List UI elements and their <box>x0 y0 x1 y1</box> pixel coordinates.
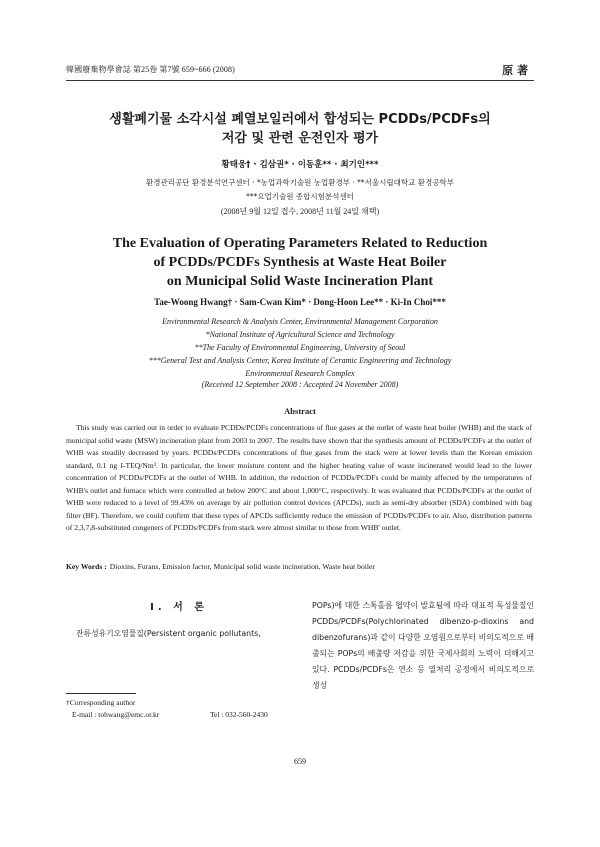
korean-affiliation-line: ***요업기술원 종합시험분석센터 <box>246 192 354 201</box>
abstract-text: This study was carried out in order to evaluate PCDDs/PCDFs concentrations of flue gases at the outlet of waste heat boiler (WHB) and the stack of municipal solid waste (MSW) incineration plant from 2003 to 2007. The results have shown that the synthesis amount of PCDDs/PCDFs at the outlet of WHB was steadily decreased by years. PCDDs/PCDFs concentrations of flue gases from the stack were at lower levels than the Korean emission standard, 0.1 ng I-TEQ/Nm³. In particular, the lower moisture content and the higher heating value of waste incinerated would lead to the lower concentration of PCDDs/PCDFs at the outlet of WHB. In addition, the reduction of PCDDs/PCDFs could be mainly affected by the temperatures of WHB's outlet and furnace which were controlled at below 200°C and about 1,000°C, respectively. It was evaluated that PCDDs/PCDFs at the outlet of WHB were reduced to a level of 99.43% on average by air pollution control devices (APCDs), such as semi-dry absorber (SDA) combined with bag filter (BF). Therefore, we could confirm that these types of APCDs sufficiently reduce the emission of PCDDs/PCDFs to air. Also, distribution patterns of 2,3,7,8-substituted congeners of PCDDs/PCDFs from stack were almost similar to those from WHB' outlet. <box>66 423 532 532</box>
right-column-paragraph: POPs)에 대한 스톡홀름 협약이 발효됨에 따라 대표적 독성물질인 PCDDs/PCDFs(Polychlorinated dibenzo-p-dioxins and dibenzofurans)과 같이 다양한 오염원으로부터 비의도적으로 배출되는 POPs의 배출량 저감을 위한 국제사회의 노력이 더해지고 있다. PCDDs/PCDFs은 연소 등 열처리 공정에서 비의도적으로 생성 <box>312 601 534 690</box>
abstract-heading: Abstract <box>284 406 316 416</box>
english-affiliation-line: **The Faculty of Environmental Engineering, University of Seoul <box>194 343 406 352</box>
section-heading: I. 서 론 <box>150 602 208 613</box>
english-title-line: of PCDDs/PCDFs Synthesis at Waste Heat Boiler <box>153 255 447 270</box>
english-affiliation-line: *National Institute of Agricultural Science and Technology <box>205 330 395 339</box>
korean-affiliation-line: 환경관리공단 환경분석연구센터 · *농업과학기술원 농업환경부 · **서울시립대학교 환경공학부 <box>145 178 454 187</box>
article-type-label: 原 著 <box>502 64 528 77</box>
footnote-email: E-mail : tohwang@emc.or.kr <box>72 710 160 719</box>
english-affiliation-line: ***General Test and Analysis Center, Korea Institute of Ceramic Engineering and Technology <box>148 356 452 365</box>
english-affiliation-line: Environmental Research Complex <box>245 369 355 378</box>
keywords <box>66 562 534 571</box>
korean-authors: 황태웅† · 김삼권* · 이동훈** · 최기인*** <box>221 160 379 170</box>
keywords-label: Key Words : <box>66 562 107 571</box>
footnote-corresponding: †Corresponding author <box>66 698 136 707</box>
page-number: 659 <box>294 757 306 766</box>
running-header <box>66 64 534 80</box>
left-column <box>66 598 292 641</box>
korean-title-line: 생활폐기물 소각시설 폐열보일러에서 합성되는 PCDDs/PCDFs의 <box>109 112 491 127</box>
body-paragraph: 잔류성유기오염물질(Persistent organic pollutants, <box>76 629 261 638</box>
korean-title-line: 저감 및 관련 운전인자 평가 <box>221 131 379 146</box>
header-rule <box>66 80 534 81</box>
korean-dates: (2008년 9월 12일 접수, 2008년 11월 24일 채택) <box>220 207 380 216</box>
footnote-tel: Tel : 032-560-2430 <box>210 710 268 719</box>
english-title-line: on Municipal Solid Waste Incineration Plant <box>166 274 434 289</box>
english-affiliation-line: Environmental Research & Analysis Center, Environmental Management Corporation <box>162 317 438 326</box>
footnote-rule <box>66 693 136 694</box>
english-title <box>40 234 560 291</box>
korean-title <box>40 110 560 148</box>
korean-affiliations <box>40 176 560 204</box>
keywords-text: Dioxins, Furans, Emission factor, Municipal solid waste incineration, Waste heat boiler <box>109 562 375 571</box>
english-title-line: The Evaluation of Operating Parameters Related to Reduction <box>112 236 488 251</box>
english-dates: (Received 12 September 2008 : Accepted 24 November 2008) <box>201 380 399 389</box>
journal-citation: 韓國廢棄物學會誌 第25卷 第7號 659~666 (2008) <box>66 65 235 74</box>
english-authors: Tae-Woong Hwang† · Sam-Cwan Kim* · Dong-Hoon Lee** · Ki-In Choi*** <box>154 297 446 307</box>
english-affiliations <box>40 315 560 380</box>
